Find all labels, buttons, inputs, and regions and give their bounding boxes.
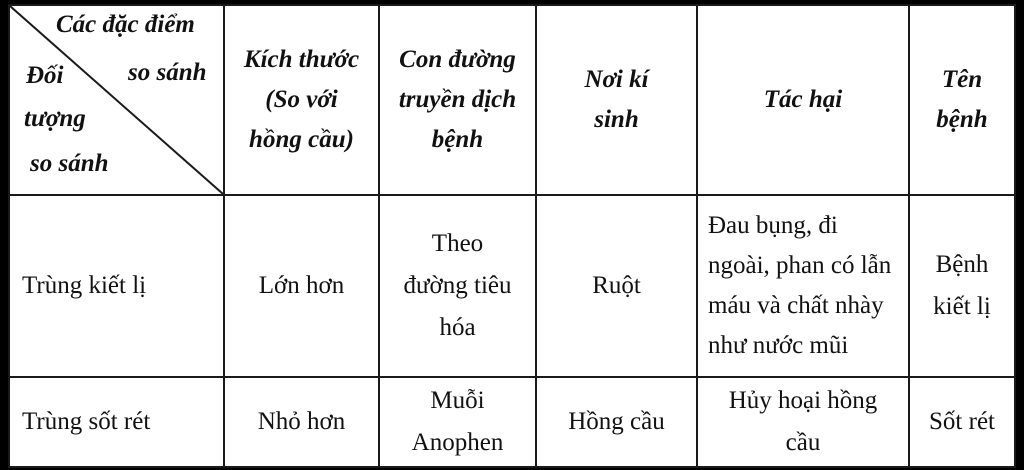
cell-transmission: Muỗi Anophen <box>379 377 536 467</box>
cell-habitat: Ruột <box>536 195 697 377</box>
corner-label-subject-1: Đối <box>26 62 64 89</box>
corner-header-cell <box>9 5 224 195</box>
header-habitat: Nơi kí sinh <box>536 5 697 195</box>
cell-size: Lớn hơn <box>224 195 379 377</box>
table-row <box>9 195 1015 377</box>
cell-size: Nhỏ hơn <box>224 377 379 467</box>
cell-disease-name: Bệnh kiết lị <box>909 195 1015 377</box>
cell-harm: Hủy hoại hồng cầu <box>697 377 909 467</box>
corner-label-features: Các đặc điểm <box>56 11 195 38</box>
corner-label-compare-top: so sánh <box>128 59 207 86</box>
cell-harm: Đau bụng, đi ngoài, phan có lẫn máu và chất nhày như nước mũi <box>697 195 909 377</box>
corner-label-subject-2: tượng <box>24 105 86 132</box>
cell-transmission: Theo đường tiêu hóa <box>379 195 536 377</box>
table-row <box>9 377 1015 467</box>
header-transmission: Con đường truyền dịch bệnh <box>379 5 536 195</box>
row-subject-dysentery: Trùng kiết lị <box>9 195 224 377</box>
document-page <box>8 4 1014 466</box>
comparison-table <box>8 4 1016 468</box>
header-disease-name: Tên bệnh <box>909 5 1015 195</box>
cell-habitat: Hồng cầu <box>536 377 697 467</box>
corner-label-subject-3: so sánh <box>30 150 109 177</box>
cell-disease-name: Sốt rét <box>909 377 1015 467</box>
header-size: Kích thước (So với hồng cầu) <box>224 5 379 195</box>
header-row <box>9 5 1015 195</box>
header-harm: Tác hại <box>697 5 909 195</box>
row-subject-malaria: Trùng sốt rét <box>9 377 224 467</box>
